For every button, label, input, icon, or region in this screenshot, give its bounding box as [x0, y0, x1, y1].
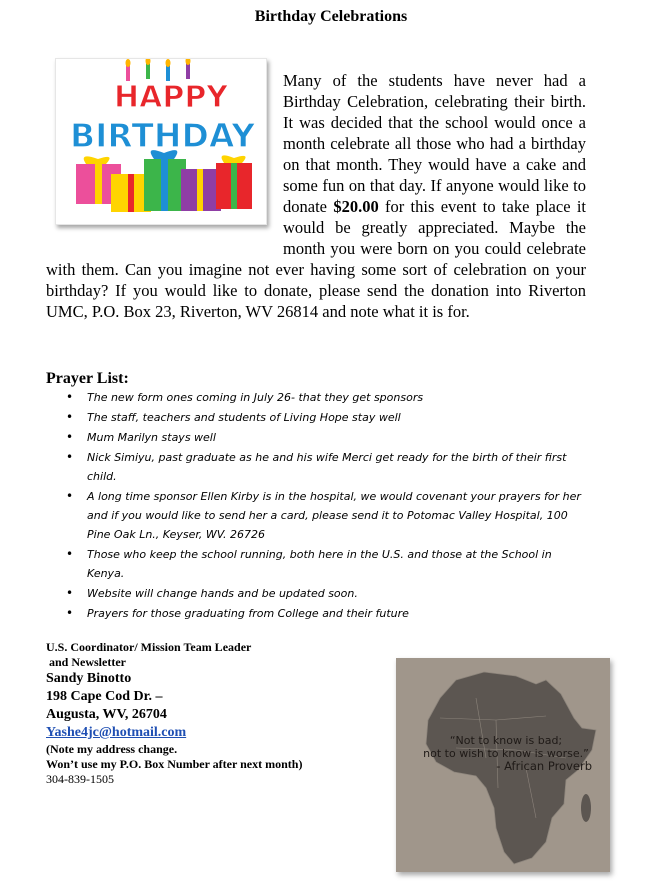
prayer-item: • Website will change hands and be updated soon. [46, 584, 591, 603]
africa-proverb-image [396, 658, 610, 872]
contact-block [46, 640, 376, 787]
contact-phone: 304-839-1505 [46, 772, 114, 786]
quote-line-2: not to wish to know is worse.” [423, 747, 589, 760]
prayer-item: • The staff, teachers and students of Living Hope stay well [46, 408, 591, 427]
prayer-item: • The new form ones coming in July 26- that they get sponsors [46, 388, 591, 407]
contact-role-2: and Newsletter [46, 655, 126, 669]
contact-name: Sandy Binotto [46, 671, 132, 686]
address-note: (Note my address change. [46, 742, 178, 756]
quote-line-1: “Not to know is bad; [449, 734, 563, 747]
prayer-item: • Those who keep the school running, both here in the U.S. and those at the School in Kenya. [46, 545, 591, 583]
contact-role: U.S. Coordinator/ Mission Team Leader [46, 640, 252, 654]
birthday-letters: BIRTHDAY [70, 116, 256, 155]
intro-text-end: for this event to take place it would be greatly appreciated. Maybe the month you were born on you could celebrate with them. Can you imagine not ever having some sort of celebration on your birthday? If you would like to donate, please send the donation into Riverton UMC, P.O. Box 23, Riverton, WV 26814 and note what it is for. [46, 197, 587, 321]
donation-amount: $20.00 [333, 197, 379, 216]
image-spacer [46, 70, 283, 240]
happy-letters: HAPPY [114, 80, 229, 115]
contact-street: 198 Cape Cod Dr. – [46, 689, 163, 704]
intro-text-start: Many of the students have never had a Birthday Celebration, celebrating their birth. It was decided that the school would once a month celebrate all those who had a birthday on that month. They would have a cake and some fun on that day. If anyone would like to donate [283, 71, 586, 216]
prayer-item: • Mum Marilyn stays well [46, 428, 591, 447]
proverb-attribution: - African Proverb [496, 759, 592, 773]
proverb-quote [406, 734, 606, 773]
prayer-item: • A long time sponsor Ellen Kirby is in the hospital, we would covenant your prayers for her and if you would like to send her a card, please send it to Potomac Valley Hospital, 100 Pine Oak Ln., Keyser, WV. 26726 [46, 487, 591, 544]
contact-city: Augusta, WV, 26704 [46, 707, 167, 722]
prayer-item: • Nick Simiyu, past graduate as he and his wife Merci get ready for the birth of their first child. [46, 448, 591, 486]
contact-email-link[interactable]: Yashe4jc@hotmail.com [46, 725, 187, 740]
intro-paragraph [46, 70, 586, 322]
page-title: Birthday Celebrations [254, 8, 408, 25]
prayer-list-heading: Prayer List: [46, 370, 129, 387]
address-note-2: Won’t use my P.O. Box Number after next month) [46, 757, 303, 771]
prayer-list [46, 388, 591, 624]
prayer-item: • Prayers for those graduating from College and their future [46, 604, 591, 623]
